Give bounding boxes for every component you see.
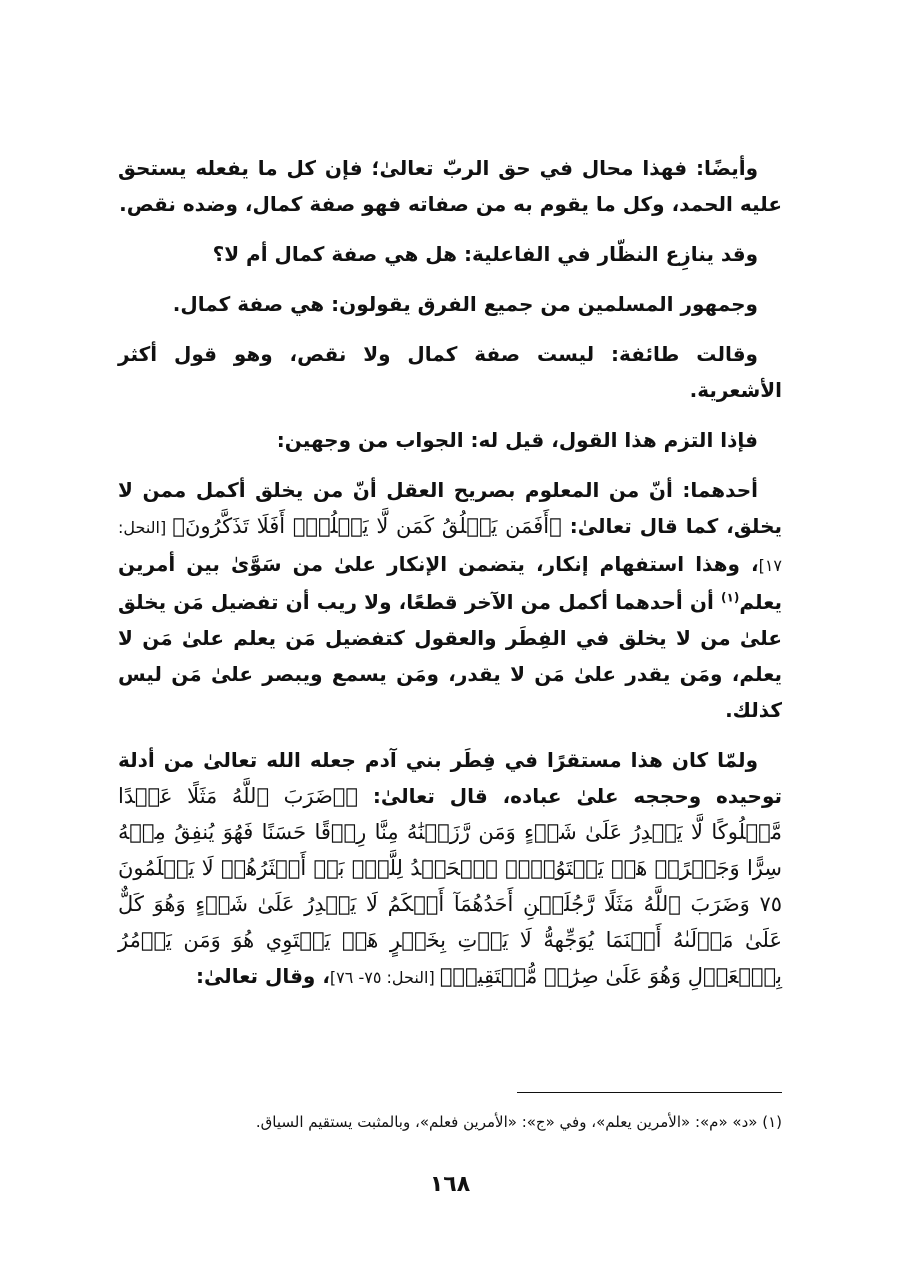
paragraph-6-intro: أحدهما: أنّ من المعلوم بصريح العقل أنّ من يخلق أكمل ممن لا يخلق، كما قال تعالىٰ: bbox=[118, 478, 782, 538]
paragraph-7-end: ، وقال تعالىٰ: bbox=[195, 964, 330, 988]
paragraph-6 bbox=[118, 472, 782, 728]
paragraph-2: وقد ينازِع النظّار في الفاعلية: هل هي صفة كمال أم لا؟ bbox=[212, 242, 758, 266]
paragraph-4: وقالت طائفة: ليست صفة كمال ولا نقص، وهو قول أكثر الأشعرية. bbox=[118, 342, 782, 402]
paragraph-7 bbox=[118, 742, 782, 996]
page-number: ١٦٨ bbox=[429, 1172, 471, 1197]
paragraph-6-middle: ، وهذا استفهام إنكار، يتضمن الإنكار علىٰ من سَوَّىٰ بين أمرين يعلم bbox=[118, 552, 782, 614]
footnote-divider bbox=[517, 1092, 782, 1093]
quran-verse-nahl-75-76: ﴿۞ضَرَبَ ٱللَّهُ مَثَلًا عَبۡدًا مَّمۡلُوكًا لَّا يَقۡدِرُ عَلَىٰ شَيۡءٍ وَمَن رَّزَقۡنَٰهُ مِنَّا رِزۡقًا حَسَنًا فَهُوَ يُنفِقُ مِنۡهُ سِرًّا وَجَهۡرًاۖ هَلۡ يَسۡتَوُۥنَۚ ٱلۡحَمۡدُ لِلَّهِۚ بَلۡ أَكۡثَرُهُمۡ لَا يَعۡلَمُونَ ٧٥ وَضَرَبَ ٱللَّهُ مَثَلًا رَّجُلَيۡنِ أَحَدُهُمَآ أَبۡكَمُ لَا يَقۡدِرُ عَلَىٰ شَيۡءٍ وَهُوَ كَلٌّ عَلَىٰ مَوۡلَىٰهُ أَيۡنَمَا يُوَجِّههُّ لَا يَأۡتِ بِخَيۡرٍ هَلۡ يَسۡتَوِي هُوَ وَمَن يَأۡمُرُ بِٱلۡعَدۡلِ وَهُوَ عَلَىٰ صِرَٰطٖ مُّسۡتَقِيمٖ﴾ bbox=[118, 784, 782, 988]
paragraph-5: فإذا التزم هذا القول، قيل له: الجواب من وجهين: bbox=[276, 428, 758, 452]
paragraph-7-intro: ولمّا كان هذا مستقرًا في فِطَر بني آدم جعله الله تعالىٰ من أدلة توحيده وحججه علىٰ عباده، قال تعالىٰ: bbox=[118, 748, 782, 808]
paragraph-3: وجمهور المسلمين من جميع الفرق يقولون: هي صفة كمال. bbox=[172, 292, 758, 316]
footnote-1: (١) «د» «م»: «الأمرين يعلم»، وفي «ج»: «الأمرين فعلم»، وبالمثبت يستقيم السياق. bbox=[255, 1113, 782, 1131]
paragraph-6-end: أن أحدهما أكمل من الآخر قطعًا، ولا ريب أن تفضيل مَن يخلق علىٰ من لا يخلق في الفِطَر والعقول كتفضيل مَن يعلم علىٰ مَن لا يعلم، ومَن يقدر علىٰ مَن لا يقدر، ومَن يسمع ويبصر علىٰ مَن ليس كذلك. bbox=[118, 590, 782, 722]
footnote-marker[interactable]: (١) bbox=[721, 590, 740, 605]
verse-reference-1: [النحل: ١٧] bbox=[118, 518, 782, 575]
paragraph-1: وأيضًا: فهذا محال في حق الربّ تعالىٰ؛ فإن كل ما يفعله يستحق عليه الحمد، وكل ما يقوم به من صفاته فهو صفة كمال، وضده نقص. bbox=[118, 156, 782, 216]
verse-reference-2: [النحل: ٧٥- ٧٦] bbox=[329, 968, 440, 987]
main-text bbox=[118, 150, 782, 1010]
quran-verse-nahl-17: ﴿أَفَمَن يَخۡلُقُ كَمَن لَّا يَخۡلُقُۚ أَفَلَا تَذَكَّرُونَ﴾ bbox=[172, 514, 562, 538]
